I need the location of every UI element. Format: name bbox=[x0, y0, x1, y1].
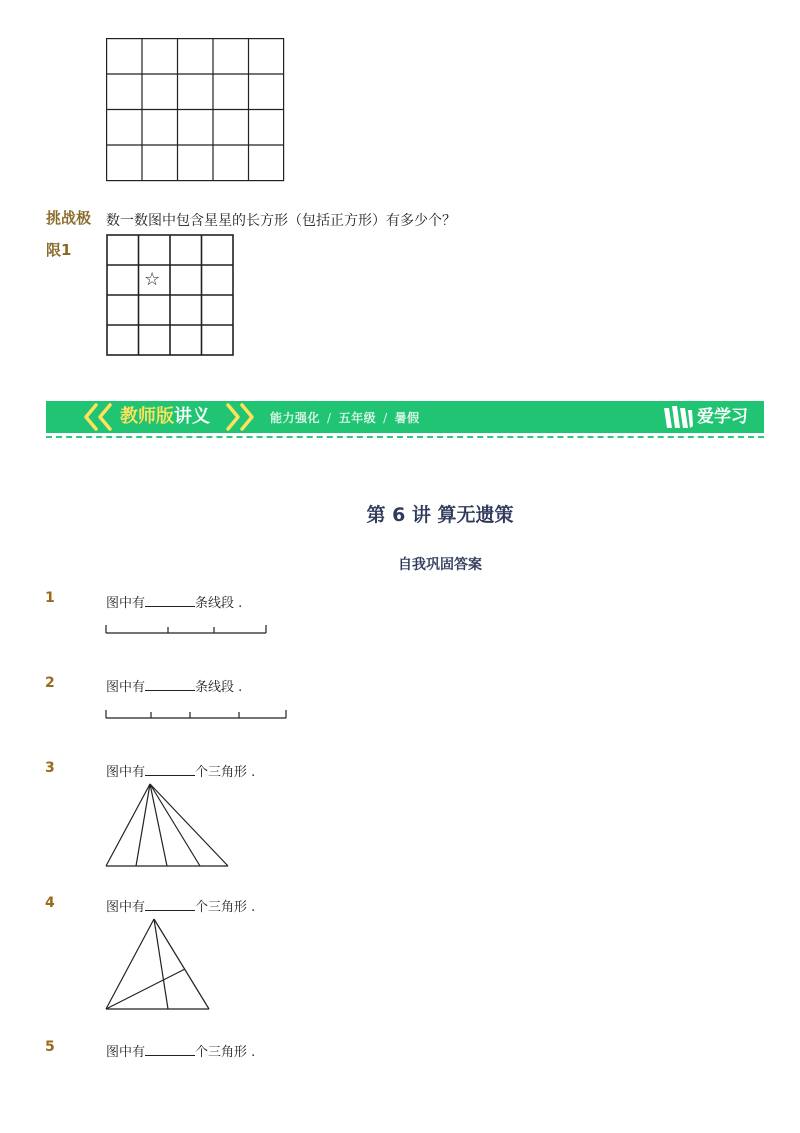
question-text-after: 个三角形 . bbox=[195, 765, 256, 780]
question-text bbox=[106, 1041, 255, 1060]
breadcrumb-item-3: 暑假 bbox=[394, 411, 420, 425]
banner-title-part2: 讲义 bbox=[174, 406, 210, 427]
triangle-figure-4 bbox=[104, 917, 214, 1013]
question-text-before: 图中有 bbox=[106, 900, 146, 915]
question-text bbox=[106, 896, 255, 915]
question-text-before: 图中有 bbox=[106, 765, 146, 780]
breadcrumb-separator: / bbox=[327, 411, 332, 425]
answer-blank bbox=[145, 763, 195, 776]
challenge-question: 数一数图中包含星星的长方形（包括正方形）有多少个？ bbox=[106, 213, 456, 229]
chevron-right-icon bbox=[222, 403, 262, 431]
banner-title bbox=[120, 404, 210, 430]
lesson-title: 第 6 讲 算无遗策 bbox=[366, 504, 514, 526]
triangle-figure-3 bbox=[104, 782, 232, 870]
banner-divider bbox=[46, 436, 764, 438]
question-text-after: 条线段 . bbox=[195, 680, 243, 695]
star-grid-figure bbox=[106, 234, 236, 358]
breadcrumb-item-1: 能力强化 bbox=[270, 411, 321, 425]
question-text bbox=[106, 592, 242, 611]
grid-4x5-figure bbox=[106, 38, 286, 184]
banner-title-part1: 教师版 bbox=[120, 406, 174, 427]
challenge-label-line2: 限1 bbox=[46, 241, 72, 259]
question-number: 5 bbox=[45, 1039, 55, 1055]
question-text-after: 个三角形 . bbox=[195, 1045, 256, 1060]
question-number: 3 bbox=[45, 760, 55, 776]
breadcrumb-separator: / bbox=[383, 411, 388, 425]
section-title: 自我巩固答案 bbox=[398, 557, 482, 573]
breadcrumb-item-2: 五年级 bbox=[338, 411, 377, 425]
star-icon: ☆ bbox=[144, 269, 161, 290]
challenge-label-line1: 挑战极 bbox=[46, 209, 92, 227]
question-number: 2 bbox=[45, 675, 55, 691]
brand-logo-icon bbox=[662, 404, 694, 430]
question-text-before: 图中有 bbox=[106, 596, 146, 611]
answer-blank bbox=[145, 678, 195, 691]
answer-blank bbox=[145, 1043, 195, 1056]
question-text bbox=[106, 676, 242, 695]
breadcrumb bbox=[270, 409, 420, 427]
question-text-after: 条线段 . bbox=[195, 596, 243, 611]
question-number: 4 bbox=[45, 895, 55, 911]
chevron-left-icon bbox=[80, 403, 120, 431]
question-text bbox=[106, 761, 255, 780]
question-number: 1 bbox=[45, 590, 55, 606]
segment-figure-1 bbox=[104, 622, 270, 636]
answer-blank bbox=[145, 594, 195, 607]
brand-name: 爱学习 bbox=[697, 407, 748, 427]
segment-figure-2 bbox=[104, 707, 290, 721]
answer-blank bbox=[145, 898, 195, 911]
question-text-before: 图中有 bbox=[106, 680, 146, 695]
question-text-after: 个三角形 . bbox=[195, 900, 256, 915]
question-text-before: 图中有 bbox=[106, 1045, 146, 1060]
